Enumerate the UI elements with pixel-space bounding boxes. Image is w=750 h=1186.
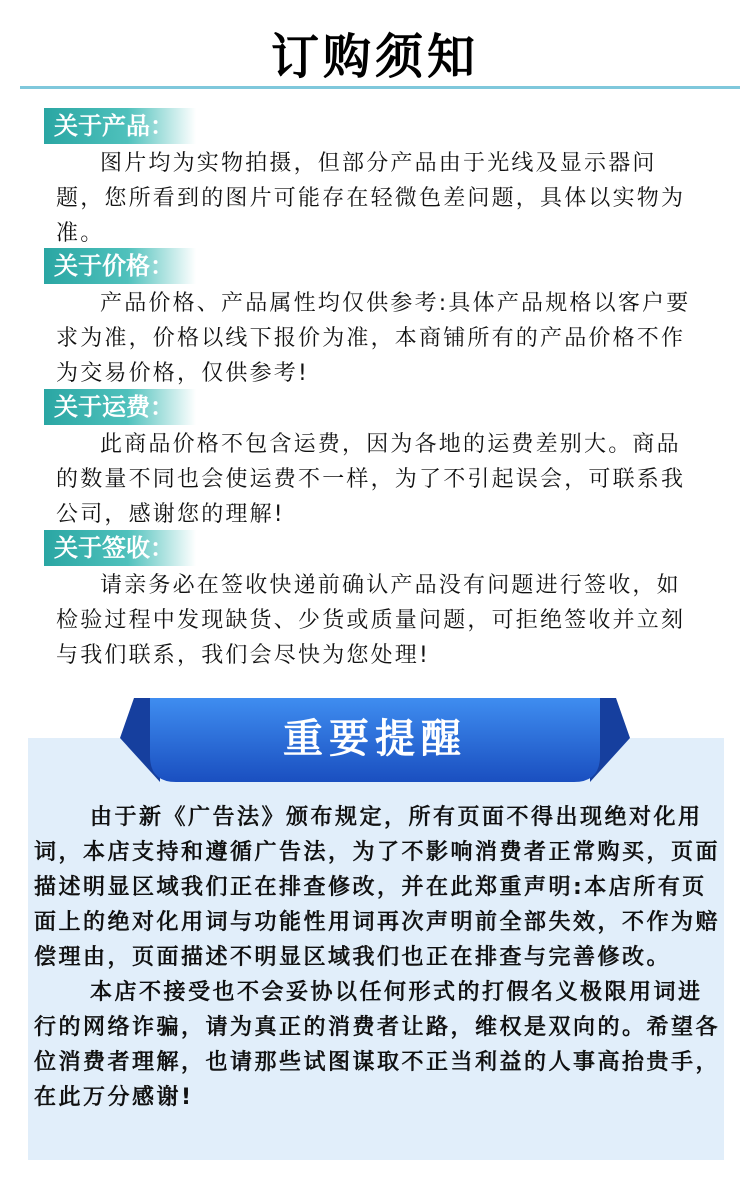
section-label: 关于运费： xyxy=(44,389,196,425)
banner-title: 重要提醒 xyxy=(283,715,467,762)
notice-paragraph: 由于新《广告法》颁布规定，所有页面不得出现绝对化用词，本店支持和遵循广告法，为了不影响消费者正常购买，页面描述明显区域我们正在排查修改，并在此郑重声明:本店所有页面上的绝对化用词与功能性用词再次声明前全部失效，不作为赔偿理由，页面描述不明显区域我们也正在排查与完善修改。 xyxy=(34,805,721,970)
section-label: 关于价格： xyxy=(44,248,196,284)
section-price xyxy=(44,248,704,391)
section-label: 关于签收： xyxy=(44,530,196,566)
section-text: 请亲务必在签收快递前确认产品没有问题进行签收，如检验过程中发现缺货、少货或质量问题，可拒绝签收并立刻与我们联系，我们会尽快为您处理! xyxy=(56,573,686,668)
section-product xyxy=(44,108,704,251)
section-text: 产品价格、产品属性均仅供参考:具体产品规格以客户要求为准，价格以线下报价为准，本商铺所有的产品价格不作为交易价格，仅供参考! xyxy=(56,291,691,386)
section-label: 关于产品： xyxy=(44,108,196,144)
notice-paragraph: 本店不接受也不会妥协以任何形式的打假名义极限用词进行的网络诈骗，请为真正的消费者让路，维权是双向的。希望各位消费者理解，也请那些试图谋取不正当利益的人事高抬贵手，在此万分感谢! xyxy=(34,980,721,1110)
section-text: 图片均为实物拍摄，但部分产品由于光线及显示器问题，您所看到的图片可能存在轻微色差问题，具体以实物为准。 xyxy=(56,151,686,246)
section-shipping xyxy=(44,389,704,532)
notice-body xyxy=(34,800,724,1115)
title-divider xyxy=(20,86,740,89)
section-text: 此商品价格不包含运费，因为各地的运费差别大。商品的数量不同也会使运费不一样，为了不引起误会，可联系我公司，感谢您的理解! xyxy=(56,432,686,527)
notice-banner xyxy=(120,696,630,782)
page-title: 订购须知 xyxy=(270,29,479,85)
section-receipt xyxy=(44,530,704,673)
